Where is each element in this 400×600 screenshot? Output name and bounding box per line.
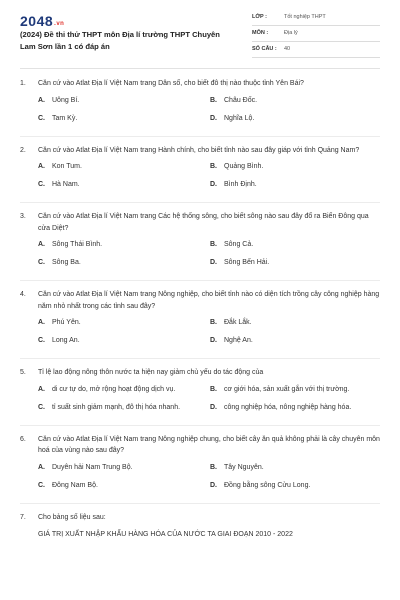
question-5 xyxy=(20,367,380,426)
option-row xyxy=(20,179,380,197)
option-text: Sông Thái Bình. xyxy=(52,241,103,248)
page-header xyxy=(0,0,400,64)
document-title: (2024) Đề thi thử THPT môn Địa lí trường THPT Chuyên Lam Sơn lần 1 có đáp án xyxy=(20,30,220,51)
option-c[interactable] xyxy=(38,113,77,124)
question-list xyxy=(0,78,400,540)
option-group xyxy=(20,239,380,275)
logo-text: 2048 xyxy=(20,13,54,29)
option-text: Bình Định. xyxy=(224,181,257,188)
question-body: Căn cứ vào Atlat Địa lí Việt Nam trang Các hệ thống sông, cho biết sông nào sau đây đổ ra Biển Đông qua cửa Diệt? xyxy=(38,213,369,232)
meta-value: 40 xyxy=(284,46,291,52)
option-a[interactable] xyxy=(38,95,79,106)
meta-label: SỐ CÂU : xyxy=(252,46,277,52)
option-c[interactable] xyxy=(38,480,98,491)
question-number: 5. xyxy=(20,369,26,376)
option-letter: A. xyxy=(38,385,45,393)
option-letter: D. xyxy=(210,181,217,188)
option-text: Phú Yên. xyxy=(52,319,81,326)
table-title: GIÁ TRỊ XUẤT NHẬP KHẨU HÀNG HÓA CỦA NƯỚC TA GIAI ĐOẠN 2010 - 2022 xyxy=(38,531,293,538)
question-7 xyxy=(20,512,380,541)
option-row xyxy=(20,113,380,131)
option-text: Đắk Lắk. xyxy=(224,319,252,326)
meta-row-class xyxy=(252,12,380,26)
option-text: công nghiệp hóa, nông nghiệp hàng hóa. xyxy=(224,403,352,411)
option-letter: A. xyxy=(38,163,45,170)
option-row xyxy=(20,239,380,257)
option-row xyxy=(20,257,380,275)
logo-suffix: .vn xyxy=(54,21,65,27)
question-text xyxy=(20,367,380,379)
option-a[interactable] xyxy=(38,161,82,172)
option-letter: B. xyxy=(210,385,217,393)
option-letter: C. xyxy=(38,114,45,122)
question-divider xyxy=(20,425,380,426)
question-number: 1. xyxy=(20,80,26,87)
option-text: Nghĩa Lộ. xyxy=(224,114,255,122)
option-text: Đông Nam Bộ. xyxy=(52,481,98,489)
option-text: Đồng bằng sông Cửu Long. xyxy=(224,481,311,489)
question-number: 6. xyxy=(20,435,26,443)
question-number: 2. xyxy=(20,146,26,154)
question-text xyxy=(20,289,380,312)
option-letter: B. xyxy=(210,241,217,248)
question-divider xyxy=(20,280,380,281)
question-number: 3. xyxy=(20,213,26,220)
option-text: Tam Kỳ. xyxy=(52,114,78,122)
option-row xyxy=(20,317,380,335)
question-number: 4. xyxy=(20,291,26,298)
question-text xyxy=(20,211,380,234)
option-text: Kon Tum. xyxy=(52,163,82,170)
option-d[interactable] xyxy=(210,113,254,124)
option-letter: A. xyxy=(38,463,45,471)
option-b[interactable] xyxy=(210,384,349,395)
option-d[interactable] xyxy=(210,402,351,413)
meta-label: LỚP : xyxy=(252,14,267,20)
option-letter: A. xyxy=(38,96,45,104)
option-row xyxy=(20,161,380,179)
question-4 xyxy=(20,289,380,359)
option-row xyxy=(20,462,380,480)
option-text: Sông Bến Hải. xyxy=(224,259,270,266)
option-letter: B. xyxy=(210,319,217,326)
option-a[interactable] xyxy=(38,317,81,328)
option-b[interactable] xyxy=(210,462,264,473)
meta-value: Địa lý xyxy=(284,30,298,36)
option-text: Long An. xyxy=(52,337,80,344)
option-letter: C. xyxy=(38,181,45,188)
option-d[interactable] xyxy=(210,480,310,491)
option-letter: A. xyxy=(38,319,45,326)
header-divider xyxy=(20,68,380,69)
option-c[interactable] xyxy=(38,402,180,413)
option-text: Hà Nam. xyxy=(52,181,80,188)
option-letter: B. xyxy=(210,163,217,170)
option-row xyxy=(20,402,380,420)
exam-meta xyxy=(252,12,380,60)
option-letter: D. xyxy=(210,337,217,344)
option-row xyxy=(20,335,380,353)
option-text: Uông Bí. xyxy=(52,96,80,104)
option-text: Sông Ba. xyxy=(52,259,81,266)
question-divider xyxy=(20,202,380,203)
option-group xyxy=(20,384,380,420)
option-letter: A. xyxy=(38,241,45,248)
option-row xyxy=(20,480,380,498)
question-body: Căn cứ vào Atlat Địa lí Việt Nam trang Nông nghiệp, cho biết tỉnh nào có diện tích trồng cây công nghiệp hàng năm nhỏ nhất trong các tỉnh sau đây? xyxy=(38,291,380,310)
option-b[interactable] xyxy=(210,95,257,106)
option-text: cơ giới hóa, sản xuất gắn với thị trường. xyxy=(224,385,350,393)
option-d[interactable] xyxy=(210,179,257,190)
option-letter: D. xyxy=(210,259,217,266)
question-divider xyxy=(20,136,380,137)
option-a[interactable] xyxy=(38,384,175,395)
option-d[interactable] xyxy=(210,257,269,268)
option-group xyxy=(20,462,380,498)
option-letter: C. xyxy=(38,481,45,489)
option-c[interactable] xyxy=(38,257,81,268)
option-text: Tây Nguyên. xyxy=(224,463,264,471)
question-number: 7. xyxy=(20,513,26,521)
site-logo[interactable] xyxy=(20,13,64,29)
option-text: di cư tự do, mở rộng hoạt động dịch vụ. xyxy=(52,385,176,393)
question-2 xyxy=(20,145,380,204)
question-body: Căn cứ vào Atlat Địa lí Việt Nam trang Nông nghiệp chung, cho biết cây ăn quả không phải là cây chuyên môn hoá của vùng nào sau đây? xyxy=(38,435,380,454)
option-text: Nghệ An. xyxy=(224,337,253,344)
question-body: Căn cứ vào Atlat Địa lí Việt Nam trang Hành chính, cho biết tỉnh nào sau đây giáp với tỉnh Quảng Nam? xyxy=(38,146,360,154)
meta-row-count xyxy=(252,44,380,58)
option-letter: B. xyxy=(210,96,217,104)
meta-value: Tốt nghiệp THPT xyxy=(284,14,326,20)
option-c[interactable] xyxy=(38,179,80,190)
question-6 xyxy=(20,434,380,504)
option-letter: D. xyxy=(210,403,217,411)
question-text xyxy=(20,145,380,157)
question-body: Tỉ lệ lao động nông thôn nước ta hiện nay giảm chủ yếu do tác động của xyxy=(38,369,264,376)
option-group xyxy=(20,161,380,197)
option-a[interactable] xyxy=(38,462,133,473)
option-b[interactable] xyxy=(210,161,263,172)
option-b[interactable] xyxy=(210,317,252,328)
option-letter: C. xyxy=(38,259,45,266)
question-text xyxy=(20,434,380,457)
question-text xyxy=(20,78,380,90)
option-text: Châu Đốc. xyxy=(224,96,258,104)
option-group xyxy=(20,95,380,131)
question-1 xyxy=(20,78,380,137)
question-divider xyxy=(20,358,380,359)
meta-label: MÔN : xyxy=(252,30,269,36)
option-letter: D. xyxy=(210,481,217,489)
option-b[interactable] xyxy=(210,239,253,250)
option-text: Sông Cả. xyxy=(224,241,254,248)
meta-row-subject xyxy=(252,28,380,42)
option-letter: C. xyxy=(38,337,45,344)
option-letter: C. xyxy=(38,403,45,411)
option-a[interactable] xyxy=(38,239,102,250)
question-text xyxy=(20,512,380,524)
option-letter: D. xyxy=(210,114,217,122)
option-text: Duyên hải Nam Trung Bộ. xyxy=(52,463,133,471)
option-letter: B. xyxy=(210,463,217,471)
option-row xyxy=(20,384,380,402)
question-body: Cho bảng số liệu sau: xyxy=(38,513,106,521)
question-body: Căn cứ vào Atlat Địa lí Việt Nam trang Dân số, cho biết đô thị nào thuộc tỉnh Yên Bái? xyxy=(38,80,304,87)
question-3 xyxy=(20,211,380,281)
option-row xyxy=(20,95,380,113)
option-group xyxy=(20,317,380,353)
option-text: tỉ suất sinh giảm mạnh, đô thị hóa nhanh. xyxy=(52,403,181,411)
option-d[interactable] xyxy=(210,335,253,346)
question-divider xyxy=(20,503,380,504)
option-text: Quảng Bình. xyxy=(224,163,264,170)
option-c[interactable] xyxy=(38,335,80,346)
